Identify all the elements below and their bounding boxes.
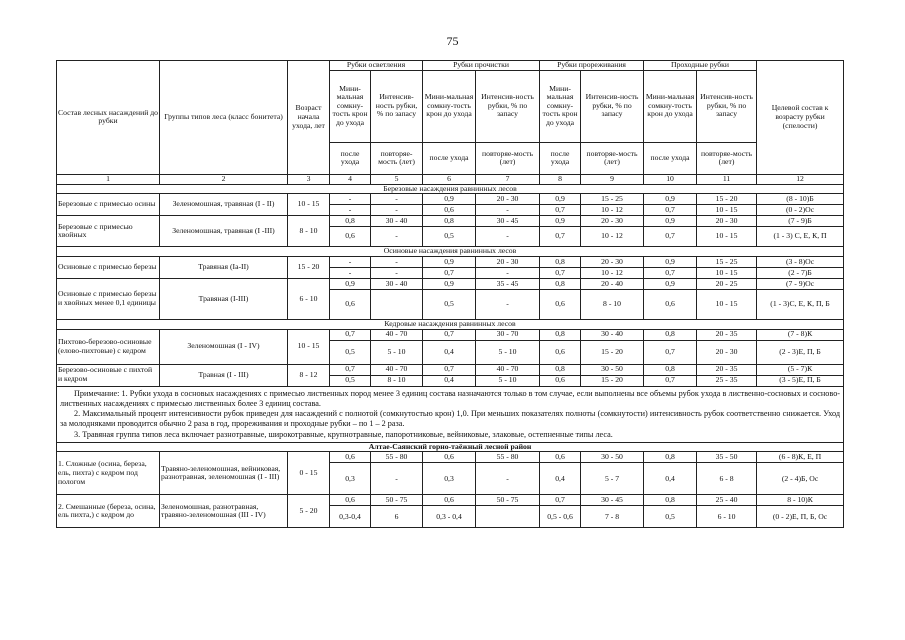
cell: 0,3-0,4 (330, 506, 371, 528)
cell: 10 - 15 (697, 227, 757, 247)
cell: 0,6 (540, 340, 581, 364)
cell: 0,4 (423, 375, 476, 386)
cell: 10 - 12 (581, 267, 644, 278)
cell: 0,3 - 0,4 (423, 506, 476, 528)
target-composition: (2 - 4)Б, Ос (757, 463, 844, 495)
cell: 30 - 40 (371, 216, 423, 227)
cell: - (476, 205, 540, 216)
forest-type-group: Зеленомошная, разнотравная, травяно-зеленомошная (III - IV) (160, 495, 288, 528)
cell: 20 - 25 (697, 278, 757, 289)
target-composition: 8 - 10)К (757, 495, 844, 506)
target-composition: (3 - 8)Ос (757, 256, 844, 267)
cell: 0,6 (330, 227, 371, 247)
header-group-clarification: Рубки осветления (330, 61, 423, 71)
thinning-standards-table (56, 60, 844, 528)
cell: 50 - 75 (371, 495, 423, 506)
column-number: 5 (371, 174, 423, 184)
cell: 20 - 40 (581, 278, 644, 289)
cell: 30 - 40 (371, 278, 423, 289)
cell: 20 - 30 (476, 256, 540, 267)
cell: - (371, 463, 423, 495)
cell (371, 289, 423, 319)
cell: 0,8 (644, 329, 697, 340)
header-group-thinning: Рубки прореживания (540, 61, 644, 71)
target-composition: (5 - 7)К (757, 364, 844, 375)
start-age: 6 - 10 (288, 278, 330, 319)
stand-composition: 1. Сложные (осина, береза, ель, пихта) с кедром под пологом (57, 452, 160, 495)
cell: 6 - 10 (697, 506, 757, 528)
stand-composition: Березовые с примесью осины (57, 194, 160, 216)
cell: 0,7 (644, 205, 697, 216)
cell: 0,7 (330, 364, 371, 375)
cell: 0,6 (423, 495, 476, 506)
section-heading: Осиновые насаждения равнинных лесов (57, 247, 844, 257)
cell: 30 - 45 (581, 495, 644, 506)
start-age: 0 - 15 (288, 452, 330, 495)
cell: - (330, 267, 371, 278)
header-min-density: Мини-мальная сомкну-тость крон до ухода (540, 70, 581, 142)
cell: 0,5 (330, 340, 371, 364)
column-number: 9 (581, 174, 644, 184)
cell: 15 - 20 (697, 194, 757, 205)
target-composition: (7 - 8)К (757, 329, 844, 340)
cell (476, 506, 540, 528)
page-number: 75 (446, 34, 459, 48)
column-number: 3 (288, 174, 330, 184)
start-age: 15 - 20 (288, 256, 330, 278)
note-1: Примечание: 1. Рубки ухода в сосновых насаждениях с примесью лиственных пород менее 3 единиц состава назначаются только в том случае, если выполнены все объемы рубок ухода в лиственно-сосновых и сосново-лиственных насаждениях с примесью лиственных более 3 единиц состава. (60, 388, 841, 408)
table-notes (57, 386, 844, 442)
target-composition: (3 - 5)Е, П, Б (757, 375, 844, 386)
column-number-row (57, 174, 844, 184)
column-number: 2 (160, 174, 288, 184)
cell: 15 - 25 (697, 256, 757, 267)
cell: - (330, 205, 371, 216)
cell: 10 - 15 (697, 267, 757, 278)
cell: 0,5 (423, 227, 476, 247)
cell: 40 - 70 (476, 364, 540, 375)
header-min-density: Мини-мальная сомкну-тость крон до ухода (644, 70, 697, 142)
column-number: 12 (757, 174, 844, 184)
forest-type-group: Зеленомошная (I - IV) (160, 329, 288, 364)
header-after: после ухода (540, 142, 581, 174)
cell: 0,5 (644, 506, 697, 528)
cell: 6 - 8 (697, 463, 757, 495)
target-composition: (6 - 8)К, Е, П (757, 452, 844, 463)
cell: 20 - 30 (581, 216, 644, 227)
cell: 0,4 (644, 463, 697, 495)
cell: 0,3 (423, 463, 476, 495)
cell: 30 - 70 (476, 329, 540, 340)
cell: 0,9 (423, 278, 476, 289)
header-repeat: повторяе-мость (лет) (371, 142, 423, 174)
cell: 0,8 (330, 216, 371, 227)
cell: 55 - 80 (476, 452, 540, 463)
header-after: после ухода (644, 142, 697, 174)
cell: 0,7 (423, 329, 476, 340)
column-number: 4 (330, 174, 371, 184)
target-composition: (7 - 9)Ос (757, 278, 844, 289)
cell: 0,9 (540, 216, 581, 227)
column-number: 1 (57, 174, 160, 184)
forest-type-group: Травяная (I-III) (160, 278, 288, 319)
cell: 0,8 (540, 278, 581, 289)
header-forest-type: Группы типов леса (класс бонитета) (160, 61, 288, 175)
cell: 0,7 (644, 267, 697, 278)
cell: - (476, 227, 540, 247)
start-age: 10 - 15 (288, 194, 330, 216)
cell: 0,9 (644, 216, 697, 227)
cell: 0,7 (330, 329, 371, 340)
cell: 0,9 (540, 194, 581, 205)
header-repeat: повторяе-мость (лет) (697, 142, 757, 174)
cell: 0,5 (330, 375, 371, 386)
cell: 0,9 (644, 256, 697, 267)
start-age: 10 - 15 (288, 329, 330, 364)
cell: 0,7 (540, 227, 581, 247)
cell: 0,7 (644, 227, 697, 247)
cell: - (476, 463, 540, 495)
section-heading: Кедровые насаждения равнинных лесов (57, 319, 844, 329)
cell: 0,6 (540, 452, 581, 463)
stand-composition: Осиновые с примесью березы (57, 256, 160, 278)
cell: - (476, 267, 540, 278)
header-min-density: Мини-мальная сомкну-тость крон до ухода (423, 70, 476, 142)
cell: 0,6 (330, 452, 371, 463)
cell: 35 - 45 (476, 278, 540, 289)
cell: 0,6 (330, 495, 371, 506)
cell: 8 - 10 (371, 375, 423, 386)
cell: - (371, 256, 423, 267)
cell: 0,8 (540, 364, 581, 375)
header-group-passage: Проходные рубки (644, 61, 757, 71)
cell: 0,5 - 0,6 (540, 506, 581, 528)
header-start-age: Возраст начала ухода, лет (288, 61, 330, 175)
cell: 5 - 7 (581, 463, 644, 495)
cell: 20 - 30 (697, 340, 757, 364)
column-number: 7 (476, 174, 540, 184)
target-composition: (7 - 9)Б (757, 216, 844, 227)
cell: 0,9 (330, 278, 371, 289)
cell: 15 - 20 (581, 340, 644, 364)
stand-composition: Березовые с примесью хвойных (57, 216, 160, 247)
cell: - (476, 289, 540, 319)
cell: - (371, 267, 423, 278)
cell: 0,7 (423, 267, 476, 278)
cell: 0,5 (423, 289, 476, 319)
forest-type-group: Травяно-зеленомошная, вейниковая, разнотравная, зеленомошная (I - III) (160, 452, 288, 495)
cell: 5 - 10 (476, 340, 540, 364)
note-3: 3. Травяная группа типов леса включает разнотравные, широкотравные, крупнотравные, папоротниковые, вейниковые, злаковые, остепненные типы леса. (74, 429, 613, 439)
cell: 25 - 40 (697, 495, 757, 506)
target-composition: (1 - 3) С, Е, К, П (757, 227, 844, 247)
forest-type-group: Травная (I - III) (160, 364, 288, 386)
cell: 0,9 (644, 194, 697, 205)
cell: 30 - 50 (581, 452, 644, 463)
cell: 40 - 70 (371, 364, 423, 375)
cell: - (330, 194, 371, 205)
cell: - (330, 256, 371, 267)
section-heading: Березовые насаждения равнинных лесов (57, 184, 844, 194)
header-repeat: повторяе-мость (лет) (581, 142, 644, 174)
cell: 0,8 (644, 495, 697, 506)
cell: 0,4 (540, 463, 581, 495)
cell: 0,7 (540, 205, 581, 216)
header-intensity: Интенсив-ность рубки, % по запасу (371, 70, 423, 142)
cell: 0,3 (330, 463, 371, 495)
cell: 10 - 15 (697, 289, 757, 319)
forest-type-group: Травяная (Ia-II) (160, 256, 288, 278)
cell: 0,4 (423, 340, 476, 364)
cell: 0,7 (540, 267, 581, 278)
cell: 0,8 (540, 256, 581, 267)
target-composition: (1 - 3)С, Е, К, П, Б (757, 289, 844, 319)
target-composition: (8 - 10)Б (757, 194, 844, 205)
cell: 0,6 (423, 205, 476, 216)
header-group-cleaning: Рубки прочистки (423, 61, 540, 71)
stand-composition: Березово-осиновые с пихтой и кедром (57, 364, 160, 386)
cell: 20 - 30 (476, 194, 540, 205)
header-after: после ухода (330, 142, 371, 174)
cell: 20 - 30 (581, 256, 644, 267)
cell: 25 - 35 (697, 375, 757, 386)
cell: 5 - 10 (371, 340, 423, 364)
cell: 30 - 50 (581, 364, 644, 375)
header-after: после ухода (423, 142, 476, 174)
cell: 0,6 (330, 289, 371, 319)
forest-type-group: Зеленомошная, травяная (I -III) (160, 216, 288, 247)
cell: 0,9 (423, 256, 476, 267)
forest-type-group: Зеленомошная, травяная (I - II) (160, 194, 288, 216)
cell: 0,7 (644, 375, 697, 386)
start-age: 8 - 10 (288, 216, 330, 247)
cell: 35 - 50 (697, 452, 757, 463)
cell: 6 (371, 506, 423, 528)
header-target-composition: Целевой состав к возрасту рубки (спелости) (757, 61, 844, 175)
target-composition: (0 - 2)Е, П, Б, Ос (757, 506, 844, 528)
cell: 0,7 (423, 364, 476, 375)
cell: 7 - 8 (581, 506, 644, 528)
header-composition: Состав лесных насаждений до рубки (57, 61, 160, 175)
column-number: 6 (423, 174, 476, 184)
column-number: 11 (697, 174, 757, 184)
cell: - (371, 194, 423, 205)
region-heading: Алтае-Саянский горно-таёжный лесной район (57, 442, 844, 452)
cell: 0,6 (423, 452, 476, 463)
cell: 0,8 (540, 329, 581, 340)
header-intensity: Интенсив-ность рубки, % по запасу (697, 70, 757, 142)
cell: 10 - 12 (581, 205, 644, 216)
cell: 30 - 40 (581, 329, 644, 340)
target-composition: (0 - 2)Ос (757, 205, 844, 216)
note-2: 2. Максимальный процент интенсивности рубок приведен для насаждений с полнотой (сомкнутостью крон) 1,0. При меньших показателях полноты (сомкнутости) интенсивность рубок соответственно снижается. Уход за молодняками проводится обычно 2 раза в год, прореживания и проходные рубки – по 1 – 2 раза. (60, 409, 841, 429)
cell: 40 - 70 (371, 329, 423, 340)
cell: 0,7 (644, 340, 697, 364)
start-age: 8 - 12 (288, 364, 330, 386)
header-intensity: Интенсив-ность рубки, % по запасу (581, 70, 644, 142)
cell: 0,9 (644, 278, 697, 289)
cell: 5 - 10 (476, 375, 540, 386)
cell: 20 - 35 (697, 364, 757, 375)
header-intensity: Интенсив-ность рубки, % по запасу (476, 70, 540, 142)
stand-composition: 2. Смешанные (береза, осина, ель пихта,) с кедром до (57, 495, 160, 528)
cell: 0,6 (644, 289, 697, 319)
cell: 10 - 12 (581, 227, 644, 247)
cell: 0,8 (644, 364, 697, 375)
header-repeat: повторяе-мость (лет) (476, 142, 540, 174)
cell: 20 - 35 (697, 329, 757, 340)
cell: 50 - 75 (476, 495, 540, 506)
cell: 15 - 25 (581, 194, 644, 205)
cell: 15 - 20 (581, 375, 644, 386)
cell: 30 - 45 (476, 216, 540, 227)
cell: 0,6 (540, 375, 581, 386)
start-age: 5 - 20 (288, 495, 330, 528)
target-composition: (2 - 3)Е, П, Б (757, 340, 844, 364)
cell: 55 - 80 (371, 452, 423, 463)
cell: 10 - 15 (697, 205, 757, 216)
cell: 20 - 30 (697, 216, 757, 227)
cell: - (371, 227, 423, 247)
header-min-density: Мини-мальная сомкну-тость крон до ухода (330, 70, 371, 142)
column-number: 8 (540, 174, 581, 184)
cell: 0,8 (423, 216, 476, 227)
cell: 0,7 (540, 495, 581, 506)
cell: 8 - 10 (581, 289, 644, 319)
cell: - (371, 205, 423, 216)
column-number: 10 (644, 174, 697, 184)
target-composition: (2 - 7)Б (757, 267, 844, 278)
stand-composition: Осиновые с примесью березы и хвойных менее 0,1 единицы (57, 278, 160, 319)
cell: 0,6 (540, 289, 581, 319)
cell: 0,8 (644, 452, 697, 463)
cell: 0,9 (423, 194, 476, 205)
stand-composition: Пихтово-березово-осиновые (елово-пихтовые) с кедром (57, 329, 160, 364)
